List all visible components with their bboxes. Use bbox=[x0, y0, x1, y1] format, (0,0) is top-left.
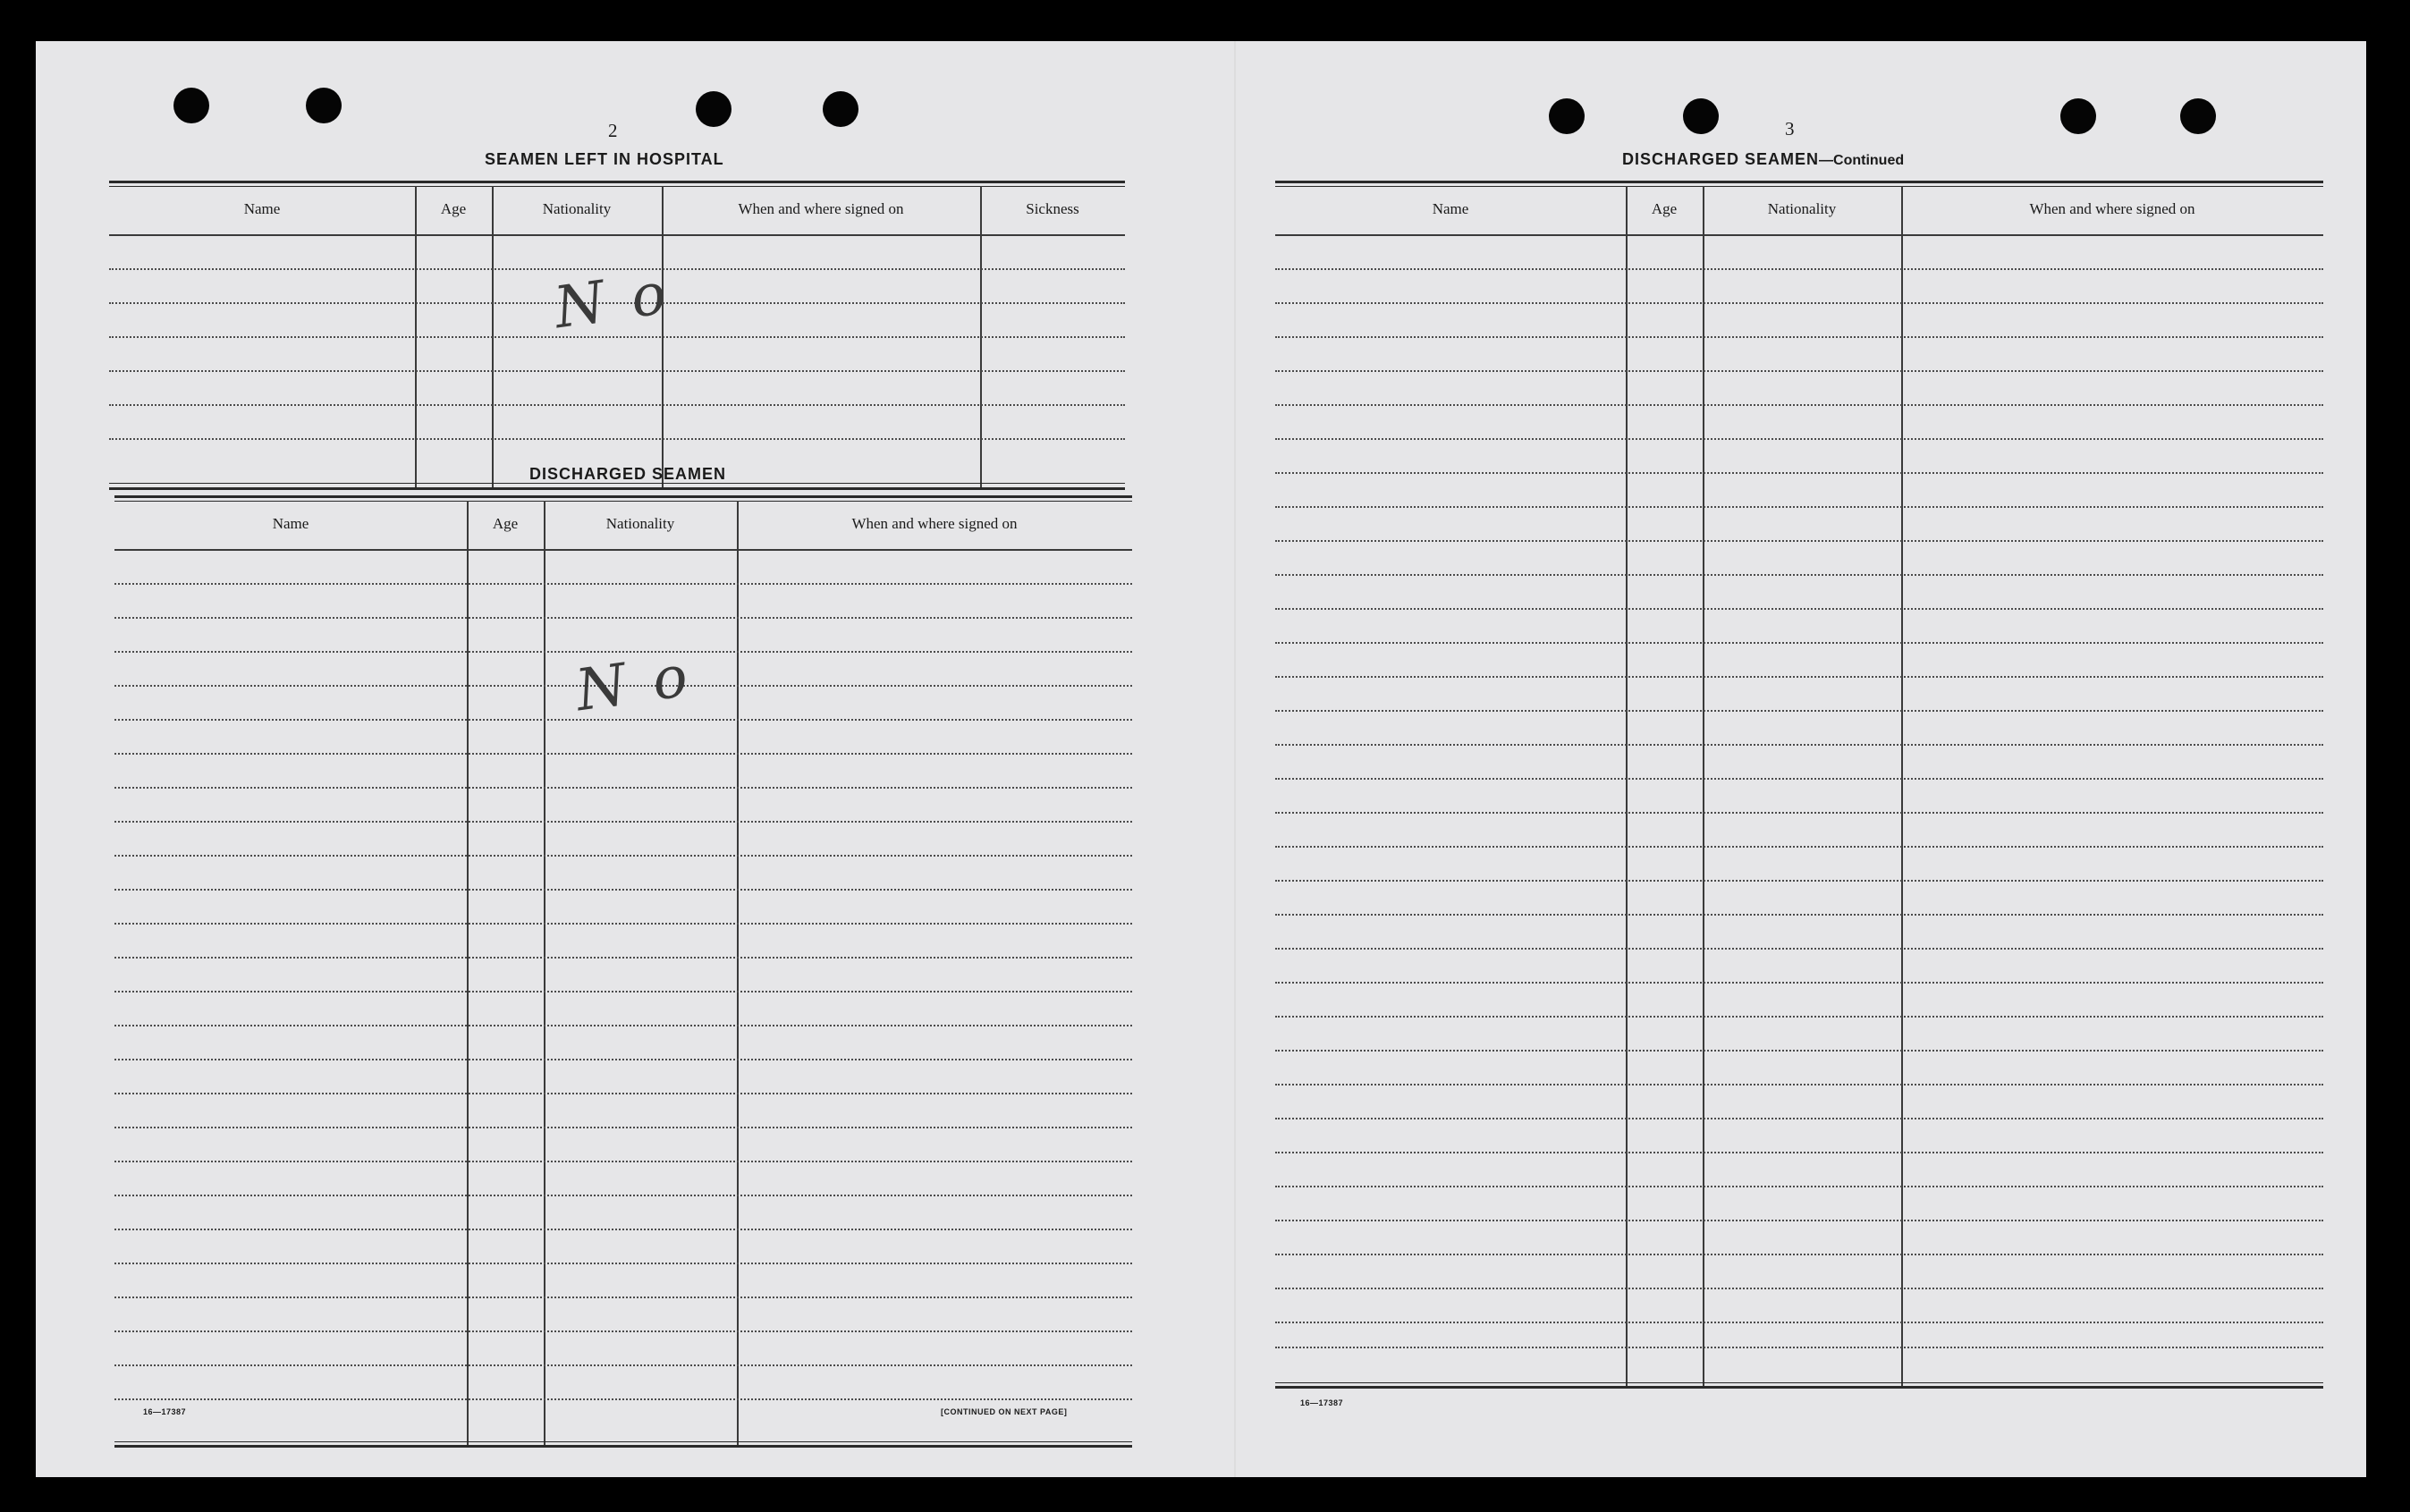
column-header-signed-on: When and where signed on bbox=[2029, 200, 2195, 217]
punch-hole-icon bbox=[823, 91, 858, 127]
form-number-left: 16—17387 bbox=[143, 1407, 187, 1416]
section-title-discharged: DISCHARGED SEAMEN bbox=[529, 465, 727, 483]
section-title-hospital: SEAMEN LEFT IN HOSPITAL bbox=[485, 150, 724, 168]
column-header-nationality: Nationality bbox=[1767, 200, 1837, 217]
punch-hole-icon bbox=[1549, 98, 1585, 134]
section-title-suffix: —Continued bbox=[1819, 153, 1905, 168]
form-number-right: 16—17387 bbox=[1300, 1398, 1344, 1407]
punch-hole-icon bbox=[696, 91, 731, 127]
section-title-discharged-continued bbox=[1622, 150, 1904, 169]
section-title-text: DISCHARGED SEAMEN bbox=[1622, 150, 1820, 168]
column-header-signed-on: When and where signed on bbox=[851, 515, 1018, 532]
punch-hole-icon bbox=[173, 88, 209, 123]
discharged-table-right bbox=[1275, 181, 2323, 1388]
column-header-age: Age bbox=[440, 200, 467, 217]
handwritten-no: No bbox=[571, 639, 718, 725]
handwritten-no: No bbox=[550, 257, 697, 342]
hospital-table bbox=[109, 181, 1125, 490]
column-header-age: Age bbox=[492, 515, 519, 532]
punch-hole-icon bbox=[2180, 98, 2216, 134]
page-number-left: 2 bbox=[608, 120, 618, 141]
column-header-age: Age bbox=[1651, 200, 1678, 217]
column-header-name: Name bbox=[243, 200, 281, 217]
column-header-signed-on: When and where signed on bbox=[738, 200, 904, 217]
punch-hole-icon bbox=[2060, 98, 2096, 134]
column-header-nationality: Nationality bbox=[542, 200, 612, 217]
column-header-name: Name bbox=[1432, 200, 1469, 217]
column-header-name: Name bbox=[272, 515, 309, 532]
document-page bbox=[36, 41, 2366, 1477]
column-header-sickness: Sickness bbox=[1026, 200, 1079, 217]
page-number-right: 3 bbox=[1785, 118, 1795, 139]
page-fold bbox=[1234, 41, 1236, 1477]
column-header-nationality: Nationality bbox=[605, 515, 675, 532]
continued-note: [CONTINUED ON NEXT PAGE] bbox=[941, 1407, 1068, 1416]
discharged-table-left bbox=[114, 495, 1132, 1447]
punch-hole-icon bbox=[1683, 98, 1719, 134]
punch-hole-icon bbox=[306, 88, 342, 123]
